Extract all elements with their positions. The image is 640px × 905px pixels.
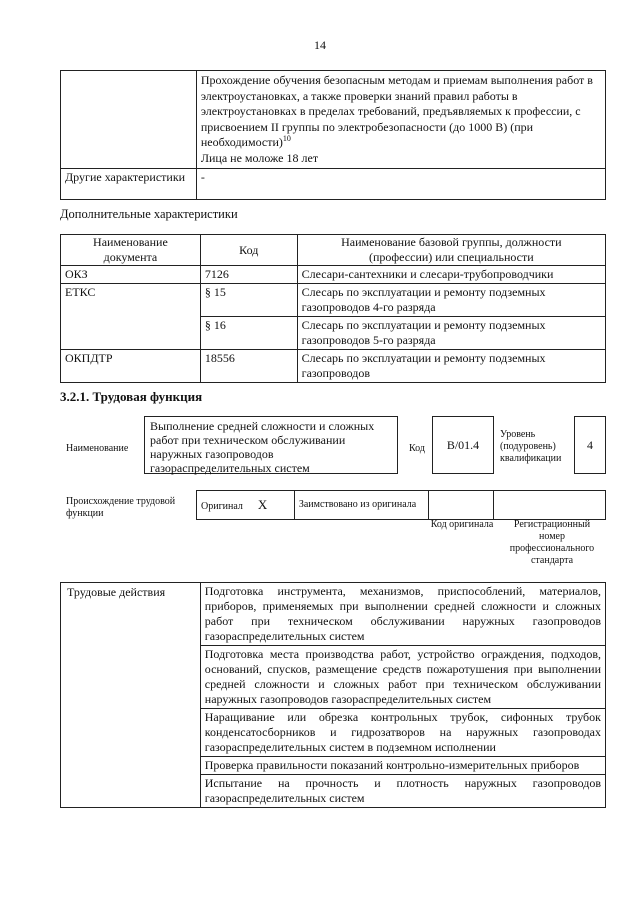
original-mark: X [257,497,268,512]
cell-doc: ОКЗ [61,266,201,284]
table-row [61,169,606,200]
additional-characteristics-table [60,234,606,383]
cell-code: 7126 [200,266,297,284]
cell-name: Слесари-сантехники и слесари-трубопроводчики [297,266,605,284]
labor-actions-table [60,582,606,808]
table-row [61,266,606,284]
table-row [61,71,606,169]
name-label: Наименование [66,443,129,454]
action-item: Наращивание или обрезка контрольных трубок, сифонных трубок конденсатосборников и гидрозатворов на наружных газопроводах газораспределительных систем в подземном исполнении [200,709,605,757]
section-title: 3.2.1. Трудовая функция [60,389,203,404]
empty-cell [61,71,197,169]
additional-characteristics-heading: Дополнительные характеристики [60,207,238,221]
reg-number-label: Регистрационный номер профессионального стандарта [509,519,595,566]
table-row [61,350,606,383]
origin-table [196,490,606,520]
table-row [61,284,606,317]
borrowed-label: Заимствовано из оригинала [294,491,428,520]
cell-name: Слесарь по эксплуатации и ремонту подземных газопроводов 5-го разряда [297,317,605,350]
code-original-label: Код оригинала [430,519,494,530]
original-cell [197,491,295,520]
code-box [432,416,494,474]
header-code: Код [200,235,297,266]
table-header-row [61,235,606,266]
level-value: 4 [587,437,593,452]
training-requirement-text: Прохождение обучения безопасным методам и приемам выполнения работ в электроустановках, а также проверки знаний правил работы в электроустановках в пределах требований, предъявляемых к профессии, с присвоением II группы по электробезопасности (до 1000 В) (при необходимости) [200,73,593,149]
cell-doc: ОКПДТР [61,350,201,383]
age-requirement-text: Лица не моложе 18 лет [200,150,319,165]
cell-doc: ЕТКС [61,284,201,350]
code-label: Код [409,443,425,454]
page-number: 14 [314,38,326,52]
code-original-cell [428,491,494,520]
top-characteristics-table [60,70,606,200]
action-item: Проверка правильности показаний контрольно-измерительных приборов [200,757,605,775]
original-label: Оригинал [201,501,243,512]
level-box [574,416,606,474]
cell-code: § 15 [200,284,297,317]
function-name: Выполнение средней сложности и сложных работ при техническом обслуживании наружных газопроводов газораспределительных систем [150,419,375,475]
action-item: Испытание на прочность и плотность наружных газопроводов газораспределительных систем [200,775,605,808]
function-name-box [144,416,398,474]
cell-code: § 16 [200,317,297,350]
table-row [61,583,606,646]
cell-name: Слесарь по эксплуатации и ремонту подземных газопроводов 4-го разряда [297,284,605,317]
other-characteristics-value: - [196,169,605,200]
level-label: Уровень (подуровень) квалификации [500,429,562,464]
cell-name: Слесарь по эксплуатации и ремонту подземных газопроводов [297,350,605,383]
requirements-cell [196,71,605,169]
action-item: Подготовка места производства работ, устройство ограждения, подходов, оснований, спусков, размещение средств пожаротушения при выполнении средней сложности и сложных работ при техническом обслуживании наружных газопроводов газораспределительных систем [200,646,605,709]
code-value: B/01.4 [446,437,480,452]
footnote-ref: 10 [282,134,291,143]
actions-label: Трудовые действия [61,583,201,808]
table-row [197,491,606,520]
action-item: Подготовка инструмента, механизмов, приспособлений, материалов, приборов, применяемых при выполнении средней сложности и сложных работ при техническом обслуживании наружных газопроводов газораспределительных систем [200,583,605,646]
header-name: Наименование базовой группы, должности (профессии) или специальности [297,235,605,266]
cell-code: 18556 [200,350,297,383]
origin-label: Происхождение трудовой функции [66,496,176,519]
other-characteristics-label: Другие характеристики [61,169,197,200]
header-document: Наименование документа [61,235,201,266]
reg-number-cell [494,491,606,520]
